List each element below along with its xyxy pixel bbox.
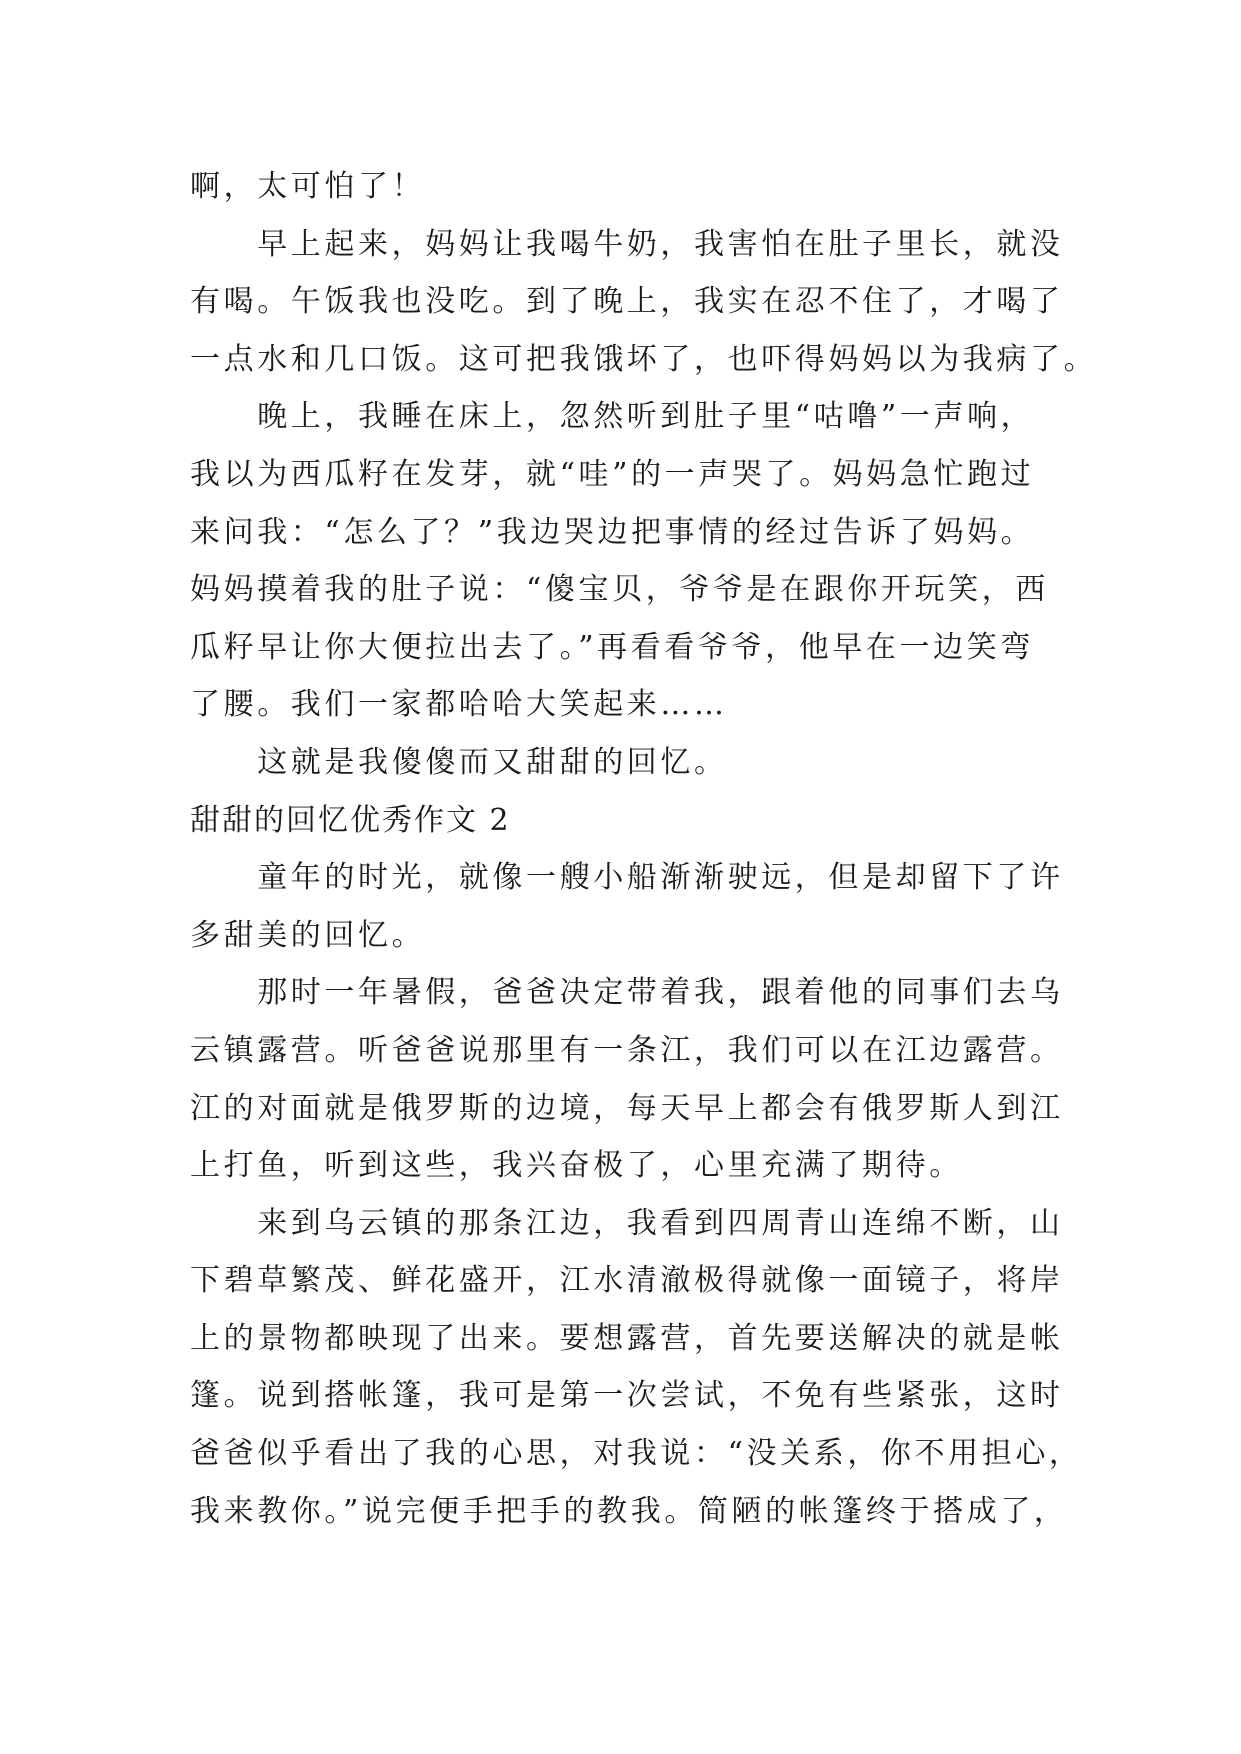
text-line: 这就是我傻傻而又甜甜的回忆。 (190, 744, 728, 780)
text-line: 童年的时光，就像一艘小船渐渐驶远，但是却留下了许 (190, 860, 1064, 896)
text-line: 来问我：“怎么了？”我边哭边把事情的经过告诉了妈妈。 (190, 514, 1035, 550)
text-line: 上的景物都映现了出来。要想露营，首先要送解决的就是帐 (190, 1320, 1064, 1356)
text-line: 早上起来，妈妈让我喝牛奶，我害怕在肚子里长，就没 (190, 226, 1064, 262)
text-line: 江的对面就是俄罗斯的边境，每天早上都会有俄罗斯人到江 (190, 1090, 1064, 1126)
text-line: 我以为西瓜籽在发芽，就“哇”的一声哭了。妈妈急忙跑过 (190, 456, 1035, 492)
text-line: 有喝。午饭我也没吃。到了晚上，我实在忍不住了，才喝了 (190, 284, 1064, 320)
text-line: 一点水和几口饭。这可把我饿坏了，也吓得妈妈以为我病了。 (190, 341, 1098, 377)
text-line: 瓜籽早让你大便拉出去了。”再看看爷爷，他早在一边笑弯 (190, 629, 1034, 665)
text-line: 啊，太可怕了！ (190, 169, 426, 204)
text-line: 了腰。我们一家都哈哈大笑起来…… (190, 687, 728, 723)
text-line: 多甜美的回忆。 (190, 917, 426, 953)
text-line: 晚上，我睡在床上，忽然听到肚子里“咕噜”一声响， (190, 399, 1035, 435)
text-line: 来到乌云镇的那条江边，我看到四周青山连绵不断，山 (190, 1205, 1064, 1241)
text-line: 云镇露营。听爸爸说那里有一条江，我们可以在江边露营。 (190, 1032, 1064, 1068)
text-line: 我来教你。”说完便手把手的教我。简陋的帐篷终于搭成了， (190, 1493, 1068, 1529)
text-line: 下碧草繁茂、鲜花盛开，江水清澈极得就像一面镜子，将岸 (190, 1263, 1064, 1299)
section-heading: 甜甜的回忆优秀作文 2 (190, 802, 511, 838)
essay-text (190, 158, 1098, 1540)
text-line: 上打鱼，听到这些，我兴奋极了，心里充满了期待。 (190, 1148, 963, 1184)
text-line: 爸爸似乎看出了我的心思，对我说：“没关系，你不用担心， (190, 1436, 1083, 1472)
text-line: 那时一年暑假，爸爸决定带着我，跟着他的同事们去乌 (190, 975, 1064, 1011)
text-line: 妈妈摸着我的肚子说：“傻宝贝，爷爷是在跟你开玩笑，西 (190, 572, 1049, 608)
text-line: 篷。说到搭帐篷，我可是第一次尝试，不免有些紧张，这时 (190, 1378, 1064, 1414)
